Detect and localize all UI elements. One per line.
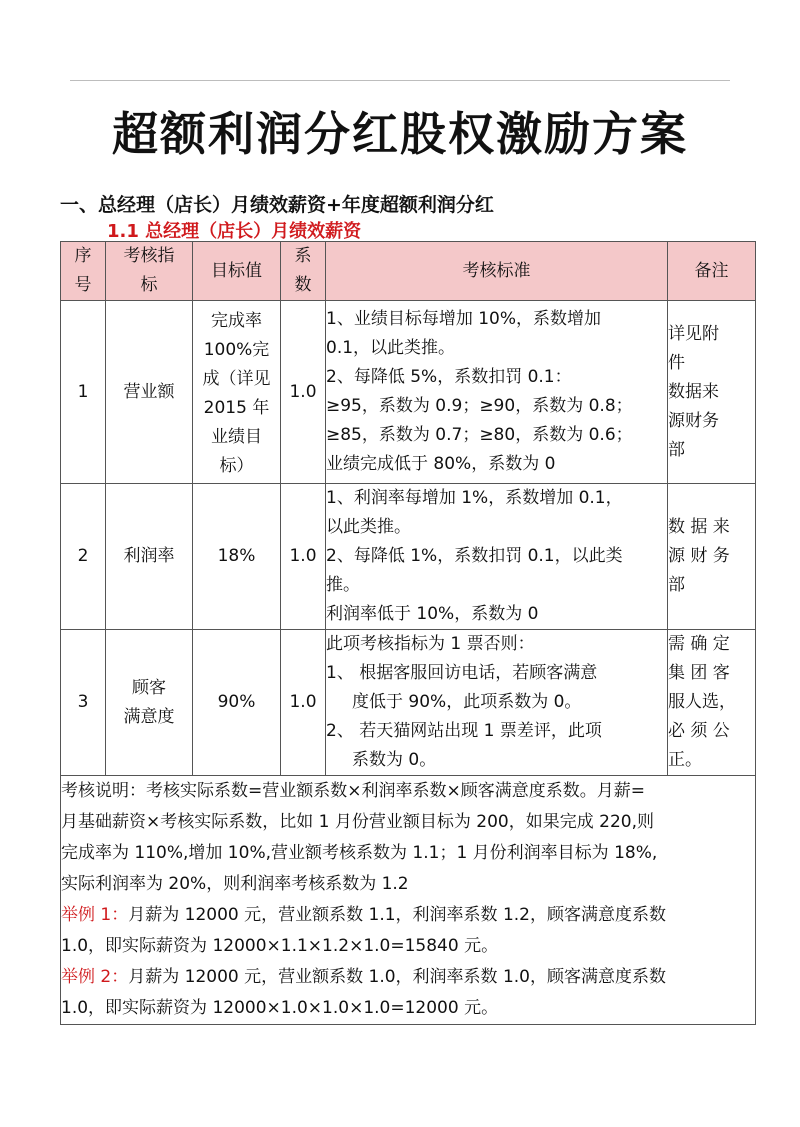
header-criteria: 考核标准 [326,242,668,301]
cell-indicator: 营业额 [106,301,193,484]
cell-indicator: 顾客 满意度 [106,630,193,776]
cell-seq: 2 [61,484,106,630]
section-heading: 一、总经理（店长）月绩效薪资+年度超额利润分红 [60,194,494,216]
example-1-label: 举例 1： [61,905,129,925]
cell-note: 详见附 件 数据来 源财务 部 [668,301,756,484]
header-target: 目标值 [193,242,281,301]
table-header-row [61,242,756,301]
cell-target: 完成率 100%完 成（详见 2015 年 业绩目 标） [193,301,281,484]
cell-seq: 3 [61,630,106,776]
criteria-item: 2、 若天猫网站出现 1 票差评，此项 [326,721,602,741]
header-seq: 序 号 [61,242,106,301]
cell-criteria: 此项考核指标为 1 票否则： 1、 根据客服回访电话，若顾客满意 度低于 90%，此项系数为 0。 2、 若天猫网站出现 1 票差评，此项 系数为 0。 [326,630,668,776]
sub-heading: 1.1 总经理（店长）月绩效薪资 [107,221,362,242]
cell-note: 数 据 来 源 财 务 部 [668,484,756,630]
header-note: 备注 [668,242,756,301]
cell-coef: 1.0 [281,630,326,776]
cell-seq: 1 [61,301,106,484]
cell-target: 18% [193,484,281,630]
cell-target: 90% [193,630,281,776]
header-coef: 系 数 [281,242,326,301]
assessment-table [60,241,756,1025]
example-2-label: 举例 2： [61,967,129,987]
example-1: 举例 1：月薪为 12000 元，营业额系数 1.1，利润率系数 1.2，顾客满意度系数 [61,905,666,925]
cell-coef: 1.0 [281,301,326,484]
cell-criteria: 1、业绩目标每增加 10%，系数增加 0.1，以此类推。 2、每降低 5%，系数扣罚 0.1： ≥95，系数为 0.9；≥90，系数为 0.8； ≥85，系数为 0.7；≥80，系数为 0.6； 业绩完成低于 80%，系数为 0 [326,301,668,484]
cell-criteria: 1、利润率每增加 1%，系数增加 0.1， 以此类推。 2、每降低 1%，系数扣罚 0.1，以此类 推。 利润率低于 10%，系数为 0 [326,484,668,630]
document-title: 超额利润分红股权激励方案 [112,107,688,161]
explanation-row [61,776,756,1025]
table-row [61,484,756,630]
criteria-item: 1、 根据客服回访电话，若顾客满意 [326,663,598,683]
top-rule [70,80,730,81]
cell-indicator: 利润率 [106,484,193,630]
example-2: 举例 2：月薪为 12000 元，营业额系数 1.0，利润率系数 1.0，顾客满意度系数 [61,967,666,987]
explanation-cell: 考核说明：考核实际系数=营业额系数×利润率系数×顾客满意度系数。月薪= 月基础薪资×考核实际系数，比如 1 月份营业额目标为 200，如果完成 220,则 完成率为 110%,增加 10%,营业额考核系数为 1.1；1 月份利润率目标为 18%, 实际利润率为 20%，则利润率考核系数为 1.2 举例 1：月薪为 12000 元，营业额系数 1.1，利润率系数 1.2，顾客满意度系数 1.0，即实际薪资为 12000×1.1×1.2×1.0=15840 元。 举例 2：月薪为 12000 元，营业额系数 1.0，利润率系数 1.0，顾客满意度系数 1.0，即实际薪资为 12000×1.0×1.0×1.0=12000 元。 [61,776,756,1025]
cell-note: 需 确 定 集 团 客 服人选， 必 须 公 正。 [668,630,756,776]
cell-coef: 1.0 [281,484,326,630]
header-indicator: 考核指 标 [106,242,193,301]
table-row [61,301,756,484]
table-row [61,630,756,776]
